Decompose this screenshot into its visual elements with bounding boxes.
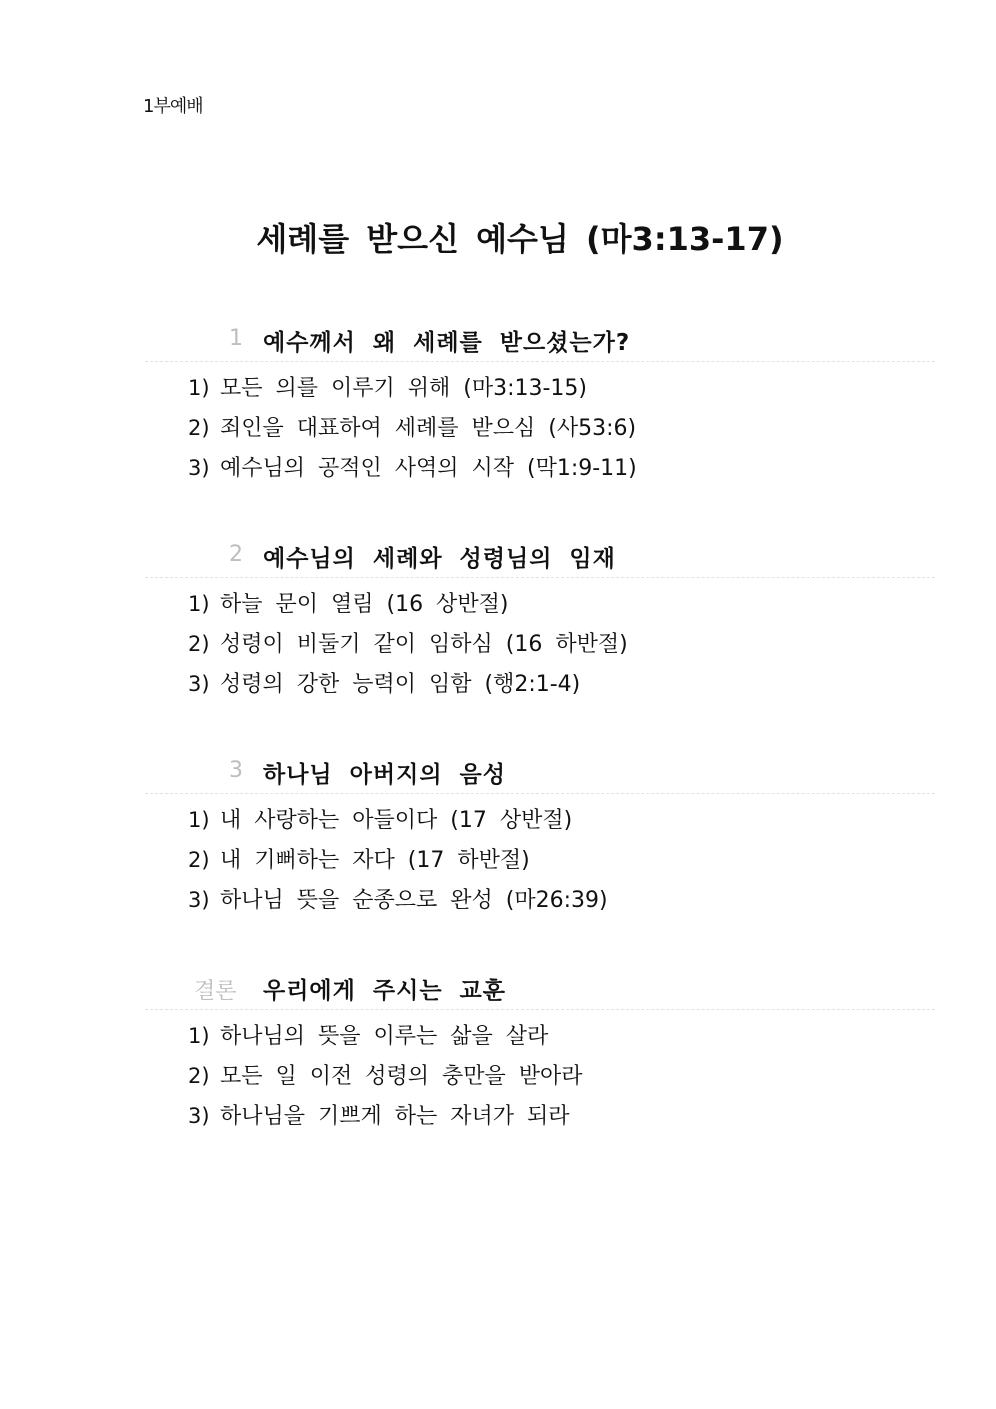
section-heading bbox=[0, 756, 996, 790]
item-number: 2) bbox=[188, 632, 210, 656]
section-title: 예수님의 세례와 성령님의 임재 bbox=[263, 546, 616, 572]
section-heading bbox=[0, 324, 996, 358]
item-number: 1) bbox=[188, 1024, 210, 1048]
section-heading bbox=[0, 540, 996, 574]
section-divider bbox=[145, 361, 935, 362]
list-item bbox=[188, 448, 637, 488]
point-list bbox=[188, 1016, 583, 1136]
list-item bbox=[188, 664, 628, 704]
list-item bbox=[188, 1056, 583, 1096]
point-list bbox=[188, 584, 628, 704]
item-number: 2) bbox=[188, 848, 210, 872]
page-title: 세례를 받으신 예수님 (마3:13-17) bbox=[256, 220, 784, 258]
section-number: 2 bbox=[229, 542, 243, 567]
list-item bbox=[188, 368, 637, 408]
list-item bbox=[188, 800, 608, 840]
list-item bbox=[188, 1096, 583, 1136]
item-number: 2) bbox=[188, 416, 210, 440]
item-text: 하나님의 뜻을 이루는 삶을 살라 bbox=[220, 1024, 549, 1049]
item-number: 2) bbox=[188, 1064, 210, 1088]
item-text: 모든 의를 이루기 위해 (마3:13-15) bbox=[220, 376, 587, 401]
section-divider bbox=[145, 577, 935, 578]
section-title: 하나님 아버지의 음성 bbox=[263, 762, 506, 788]
item-text: 하늘 문이 열림 (16 상반절) bbox=[220, 592, 509, 617]
item-text: 죄인을 대표하여 세례를 받으심 (사53:6) bbox=[220, 416, 637, 441]
item-number: 3) bbox=[188, 672, 210, 696]
list-item bbox=[188, 840, 608, 880]
item-number: 3) bbox=[188, 1104, 210, 1128]
item-number: 1) bbox=[188, 376, 210, 400]
item-text: 성령이 비둘기 같이 임하심 (16 하반절) bbox=[220, 632, 628, 657]
section-divider bbox=[145, 793, 935, 794]
item-text: 예수님의 공적인 사역의 시작 (막1:9-11) bbox=[220, 456, 637, 481]
list-item bbox=[188, 624, 628, 664]
item-text: 하나님을 기쁘게 하는 자녀가 되라 bbox=[220, 1104, 570, 1129]
item-text: 내 기뻐하는 자다 (17 하반절) bbox=[220, 848, 530, 873]
item-number: 3) bbox=[188, 456, 210, 480]
point-list bbox=[188, 368, 637, 488]
section-title: 우리에게 주시는 교훈 bbox=[263, 978, 506, 1004]
item-number: 3) bbox=[188, 888, 210, 912]
section-divider bbox=[145, 1009, 935, 1010]
section-number: 3 bbox=[229, 758, 243, 783]
item-text: 모든 일 이전 성령의 충만을 받아라 bbox=[220, 1064, 583, 1089]
service-label: 1부예배 bbox=[143, 96, 203, 117]
item-number: 1) bbox=[188, 808, 210, 832]
item-text: 성령의 강한 능력이 임함 (행2:1-4) bbox=[220, 672, 581, 697]
item-text: 하나님 뜻을 순종으로 완성 (마26:39) bbox=[220, 888, 608, 913]
list-item bbox=[188, 408, 637, 448]
point-list bbox=[188, 800, 608, 920]
item-text: 내 사랑하는 아들이다 (17 상반절) bbox=[220, 808, 573, 833]
section-number: 1 bbox=[229, 326, 243, 351]
list-item bbox=[188, 880, 608, 920]
section-number: 결론 bbox=[194, 979, 237, 1004]
list-item bbox=[188, 1016, 583, 1056]
section-title: 예수께서 왜 세례를 받으셨는가? bbox=[263, 330, 631, 356]
section-heading bbox=[0, 972, 996, 1006]
list-item bbox=[188, 584, 628, 624]
item-number: 1) bbox=[188, 592, 210, 616]
